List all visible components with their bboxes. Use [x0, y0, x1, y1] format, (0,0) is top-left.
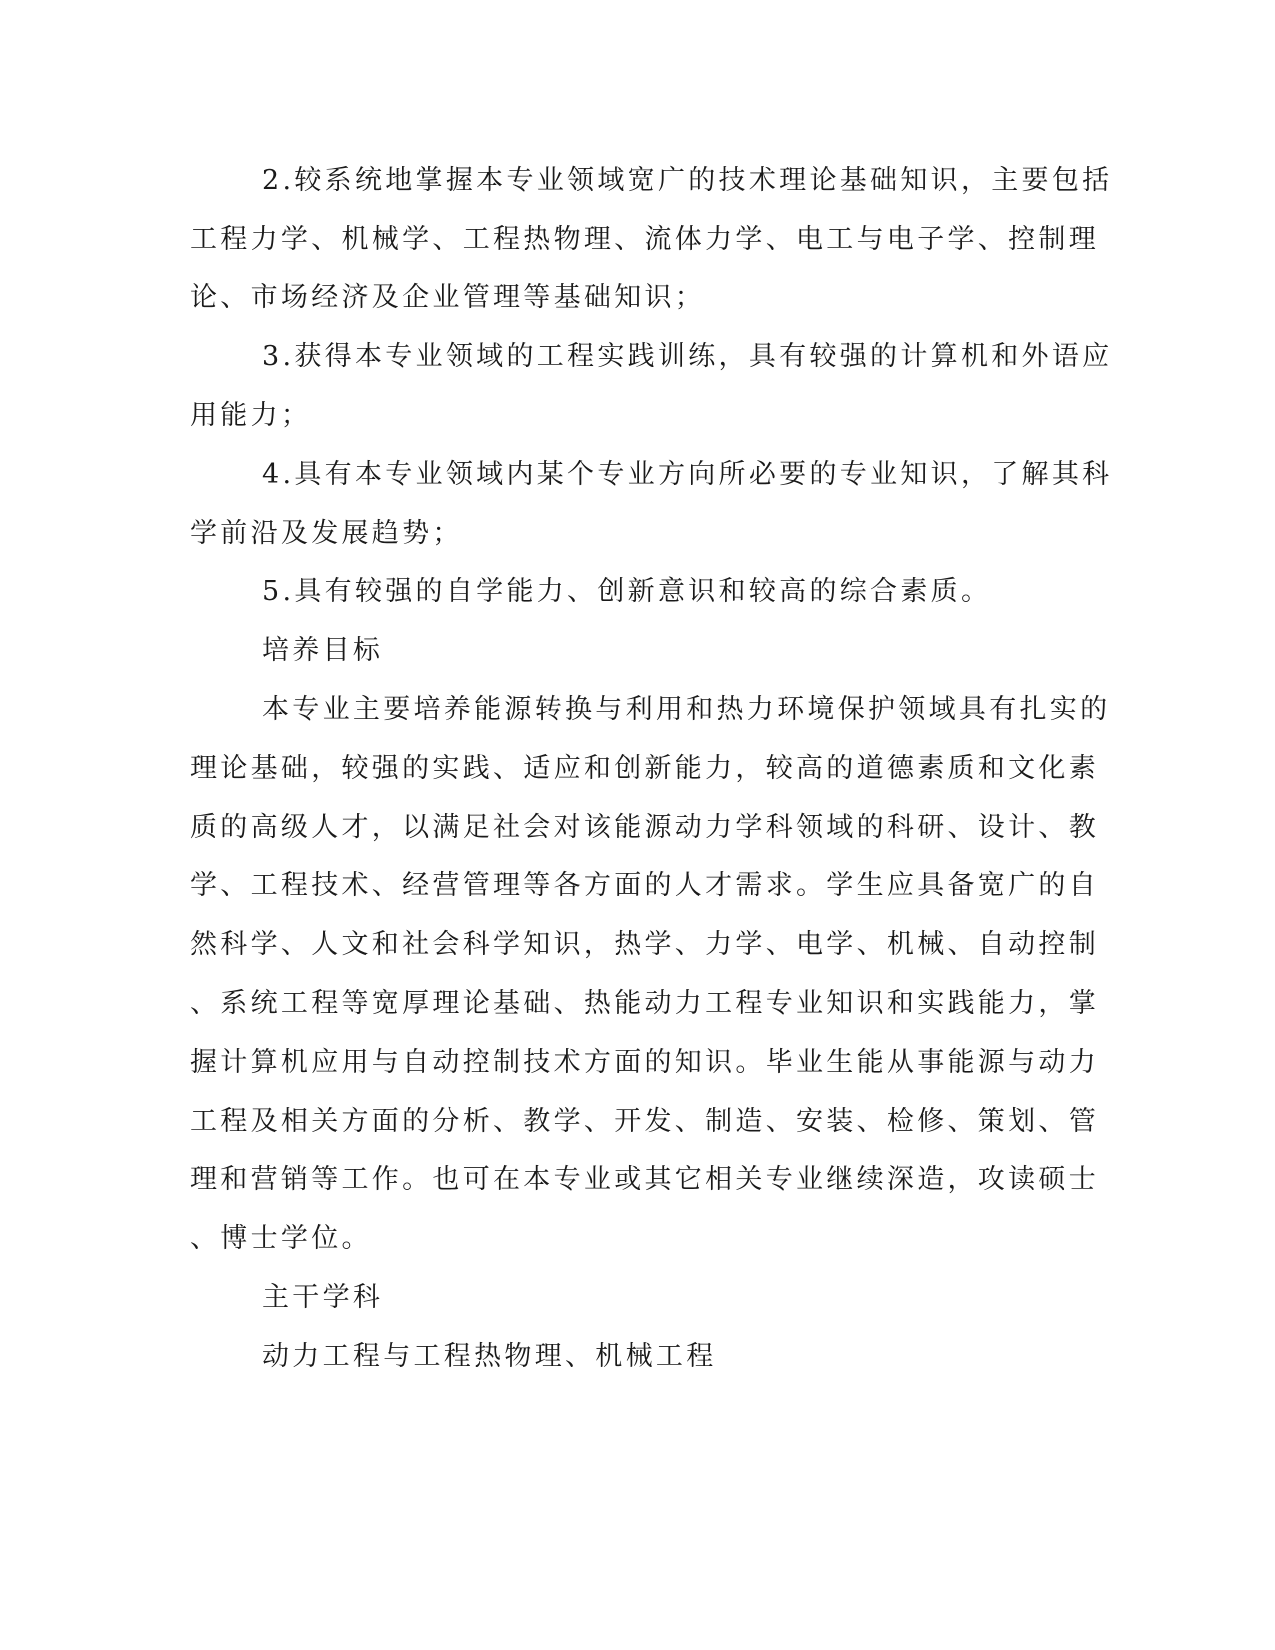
- text-line: 用能力；: [190, 400, 312, 431]
- text-line: 3.获得本专业领域的工程实践训练，具有较强的计算机和外语应: [262, 341, 1113, 372]
- text-line: 学前沿及发展趋势；: [190, 518, 463, 549]
- section-heading: 主干学科: [262, 1282, 384, 1313]
- text-line: 工程及相关方面的分析、教学、开发、制造、安装、检修、策划、管: [190, 1106, 1099, 1137]
- text-line: 动力工程与工程热物理、机械工程: [262, 1341, 717, 1372]
- section-heading: 培养目标: [262, 635, 384, 666]
- text-line: 工程力学、机械学、工程热物理、流体力学、电工与电子学、控制理: [190, 224, 1099, 255]
- text-line: 理和营销等工作。也可在本专业或其它相关专业继续深造，攻读硕士: [190, 1164, 1099, 1195]
- text-line: 握计算机应用与自动控制技术方面的知识。毕业生能从事能源与动力: [190, 1047, 1099, 1078]
- text-line: 学、工程技术、经营管理等各方面的人才需求。学生应具备宽广的自: [190, 870, 1099, 901]
- text-line: 本专业主要培养能源转换与利用和热力环境保护领域具有扎实的: [262, 694, 1111, 725]
- text-line: 论、市场经济及企业管理等基础知识；: [190, 282, 706, 313]
- text-line: 4.具有本专业领域内某个专业方向所必要的专业知识，了解其科: [262, 459, 1113, 490]
- text-line: 质的高级人才，以满足社会对该能源动力学科领域的科研、设计、教: [190, 812, 1099, 843]
- text-line: 、博士学位。: [190, 1223, 372, 1254]
- text-line: 然科学、人文和社会科学知识，热学、力学、电学、机械、自动控制: [190, 929, 1099, 960]
- text-line: 理论基础，较强的实践、适应和创新能力，较高的道德素质和文化素: [190, 753, 1099, 784]
- text-line: 、系统工程等宽厚理论基础、热能动力工程专业知识和实践能力，掌: [190, 988, 1099, 1019]
- text-line: 5.具有较强的自学能力、创新意识和较高的综合素质。: [262, 576, 992, 607]
- text-line: 2.较系统地掌握本专业领域宽广的技术理论基础知识，主要包括: [262, 165, 1113, 196]
